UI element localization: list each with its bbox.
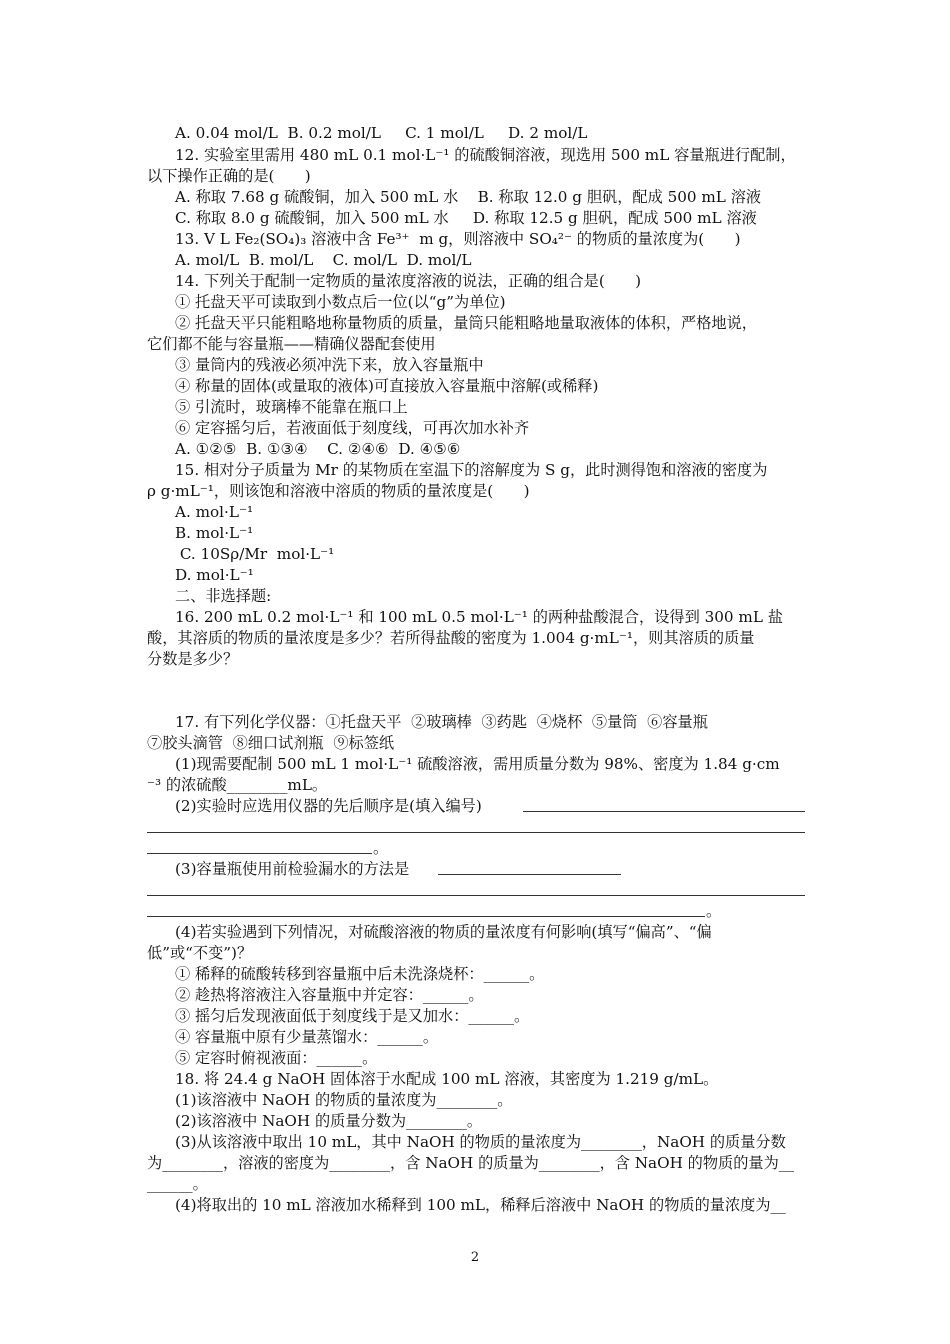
q12-stem: 12. 实验室里需用 480 mL 0.1 mol·L⁻¹ 的硫酸铜溶液，现选用 500 mL 容量瓶进行配制，: [175, 146, 796, 164]
q17-stem-cont: ⑦胶头滴管 ⑧细口试剂瓶 ⑨标签纸: [147, 734, 395, 752]
q14-stem: 14. 下列关于配制一定物质的量浓度溶液的说法，正确的组合是( ): [175, 272, 642, 290]
q18-part3-end: ______。: [147, 1175, 208, 1193]
q18-part4: (4)将取出的 10 mL 溶液加水稀释到 100 mL，稀释后溶液中 NaOH 的物质的量浓度为__: [175, 1196, 786, 1214]
q14-item-4: ④ 称量的固体(或量取的液体)可直接放入容量瓶中溶解(或稀释): [175, 377, 599, 395]
q16-stem: 16. 200 mL 0.2 mol·L⁻¹ 和 100 mL 0.5 mol·L⁻¹ 的两种盐酸混合，设得到 300 mL 盐: [175, 608, 783, 626]
q17-part4: (4)若实验遇到下列情况，对硫酸溶液的物质的量浓度有何影响(填写“偏高”、“偏: [175, 923, 712, 941]
q18-stem: 18. 将 24.4 g NaOH 固体溶于水配成 100 mL 溶液，其密度为 1.219 g/mL。: [175, 1070, 719, 1088]
q17-part3-end: 。: [706, 902, 722, 920]
q16-stem-cont: 酸，其溶质的物质的量浓度是多少？若所得盐酸的密度为 1.004 g·mL⁻¹，则其溶质的质量: [147, 629, 755, 647]
q17-part4-item2: ② 趁热将溶液注入容量瓶中并定容：______。: [175, 986, 484, 1004]
q17-part2-end: 。: [373, 839, 389, 857]
q18-part3: (3)从该溶液中取出 10 mL，其中 NaOH 的物质的量浓度为________，NaOH 的质量分数: [175, 1133, 786, 1151]
q14-item-2: ② 托盘天平只能粗略地称量物质的质量，量筒只能粗略地量取液体的体积，严格地说，: [175, 314, 757, 332]
q13-stem: 13. V L Fe₂(SO₄)₃ 溶液中含 Fe³⁺ m g，则溶液中 SO₄²⁻ 的物质的量浓度为( ): [175, 230, 741, 248]
answer-blank: [438, 874, 621, 875]
q15-option-d: D. mol·L⁻¹: [175, 566, 254, 584]
page-number: 2: [470, 1250, 480, 1265]
q17-part4-cont: 低”或“不变”)？: [147, 944, 253, 962]
answer-blank: [147, 832, 805, 833]
q14-item-3: ③ 量筒内的残液必须冲洗下来，放入容量瓶中: [175, 356, 484, 374]
q17-part2: (2)实验时应选用仪器的先后顺序是(填入编号): [175, 797, 482, 815]
q17-part1-cont: ⁻³ 的浓硫酸________mL。: [147, 776, 328, 794]
q18-part1: (1)该溶液中 NaOH 的物质的量浓度为________。: [175, 1091, 513, 1109]
answer-blank: [523, 811, 805, 812]
q17-stem: 17. 有下列化学仪器：①托盘天平 ②玻璃棒 ③药匙 ④烧杯 ⑤量筒 ⑥容量瓶: [175, 713, 708, 731]
q12-stem-cont: 以下操作正确的是( ): [147, 167, 311, 185]
q14-item-6: ⑥ 定容摇匀后，若液面低于刻度线，可再次加水补齐: [175, 419, 530, 437]
q12-options-ab: A. 称取 7.68 g 硫酸铜，加入 500 mL 水 B. 称取 12.0 g 胆矾，配成 500 mL 溶液: [175, 188, 762, 206]
q14-item-5: ⑤ 引流时，玻璃棒不能靠在瓶口上: [175, 398, 408, 416]
q17-part4-item1: ① 稀释的硫酸转移到容量瓶中后未洗涤烧杯：______。: [175, 965, 545, 983]
q17-part4-item5: ⑤ 定容时俯视液面：______。: [175, 1049, 378, 1067]
q16-stem-end: 分数是多少？: [147, 650, 239, 668]
q12-options-cd: C. 称取 8.0 g 硫酸铜，加入 500 mL 水 D. 称取 12.5 g 胆矾，配成 500 mL 溶液: [175, 209, 757, 227]
q13-options: A. mol/L B. mol/L C. mol/L D. mol/L: [175, 251, 472, 269]
section-heading: 二、非选择题:: [175, 587, 272, 605]
q11-options: A. 0.04 mol/L B. 0.2 mol/L C. 1 mol/L D. 2 mol/L: [175, 124, 588, 142]
answer-blank: [147, 916, 705, 917]
q14-options: A. ①②⑤ B. ①③④ C. ②④⑥ D. ④⑤⑥: [175, 440, 461, 458]
q15-stem: 15. 相对分子质量为 Mr 的某物质在室温下的溶解度为 S g，此时测得饱和溶液的密度为: [175, 461, 768, 479]
q15-option-a: A. mol·L⁻¹: [175, 503, 254, 521]
q15-option-b: B. mol·L⁻¹: [175, 524, 254, 542]
answer-blank: [147, 895, 805, 896]
answer-blank: [147, 853, 372, 854]
q18-part2: (2)该溶液中 NaOH 的质量分数为________。: [175, 1112, 483, 1130]
q17-part1: (1)现需要配制 500 mL 1 mol·L⁻¹ 硫酸溶液，需用质量分数为 98%、密度为 1.84 g·cm: [175, 755, 780, 773]
q17-part4-item4: ④ 容量瓶中原有少量蒸馏水：______。: [175, 1028, 439, 1046]
q15-option-c: C. 10Sρ/Mr mol·L⁻¹: [175, 545, 335, 563]
q14-item-1: ① 托盘天平可读取到小数点后一位(以“g”为单位): [175, 293, 506, 311]
q15-stem-cont: ρ g·mL⁻¹，则该饱和溶液中溶质的物质的量浓度是( ): [147, 482, 530, 500]
q14-item-2-cont: 它们都不能与容量瓶——精确仪器配套使用: [147, 335, 436, 353]
q18-part3-cont: 为________，溶液的密度为________，含 NaOH 的质量为________，含 NaOH 的物质的量为__: [147, 1154, 794, 1172]
q17-part3: (3)容量瓶使用前检验漏水的方法是: [175, 860, 410, 878]
q17-part4-item3: ③ 摇匀后发现液面低于刻度线于是又加水：______。: [175, 1007, 530, 1025]
